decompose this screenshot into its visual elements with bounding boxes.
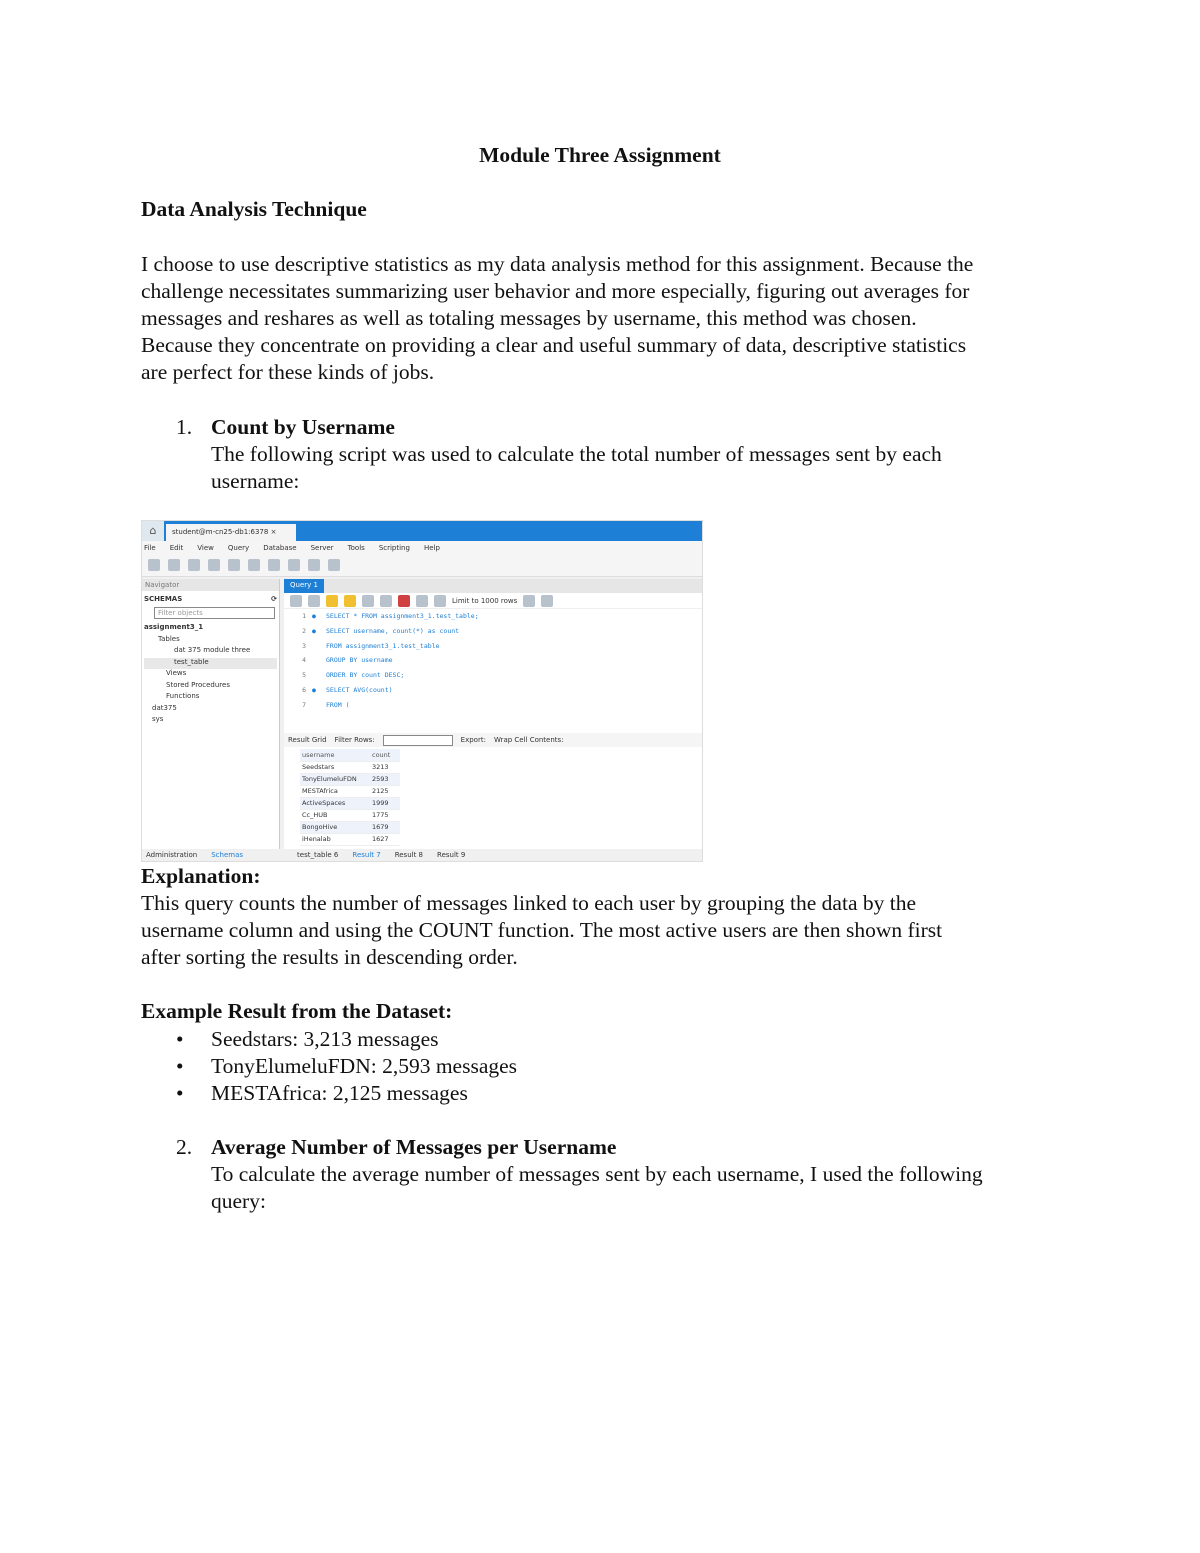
tab-schemas: Schemas bbox=[211, 851, 244, 859]
tab-test-table: test_table 6 bbox=[297, 851, 339, 859]
list-item bbox=[176, 1053, 1081, 1080]
result-toolbar bbox=[284, 733, 703, 747]
menu-help: Help bbox=[423, 544, 440, 552]
menu-file: File bbox=[144, 544, 156, 552]
text-line: messages and reshares as well as totaling messages by username, this method was chosen. bbox=[141, 306, 917, 330]
line-marker: ● bbox=[312, 626, 316, 635]
table-row bbox=[300, 821, 400, 833]
beautify-icon bbox=[523, 595, 535, 607]
menu-scripting: Scripting bbox=[378, 544, 410, 552]
bullet-text: Seedstars: 3,213 messages bbox=[211, 1027, 439, 1051]
line-number: 6 bbox=[302, 685, 306, 694]
menu-edit: Edit bbox=[169, 544, 184, 552]
search-icon bbox=[541, 595, 553, 607]
query-toolbar bbox=[284, 593, 703, 609]
code-text: SELECT username, count(*) as count bbox=[326, 626, 460, 635]
line-number: 7 bbox=[302, 700, 306, 709]
item-heading: Count by Username bbox=[211, 415, 395, 439]
line-marker: ● bbox=[312, 685, 316, 694]
line-marker bbox=[312, 656, 326, 671]
schemas-header bbox=[142, 591, 279, 607]
rollback-icon bbox=[434, 595, 446, 607]
cell: iHenalab bbox=[300, 833, 370, 845]
bullet-icon: • bbox=[176, 1081, 184, 1105]
bullet-text: TonyElumeluFDN: 2,593 messages bbox=[211, 1054, 518, 1078]
create-procedure-icon bbox=[268, 559, 280, 571]
list-number: 2. bbox=[176, 1135, 193, 1159]
schemas-label: SCHEMAS bbox=[144, 595, 183, 603]
inspector-icon bbox=[188, 559, 200, 571]
code-text: SELECT * FROM assignment3_1.test_table; bbox=[326, 612, 479, 620]
line-marker bbox=[312, 642, 326, 657]
connection-label: student@m-cn25-db1:6378 bbox=[172, 528, 269, 536]
bullet-icon: • bbox=[176, 1027, 184, 1051]
menu-server: Server bbox=[310, 544, 334, 552]
query-panel bbox=[284, 579, 703, 849]
menu-bar bbox=[142, 541, 702, 555]
workbench-screenshot bbox=[141, 520, 703, 862]
text-line: The following script was used to calculate the total number of messages sent by each bbox=[211, 442, 942, 466]
code-text: GROUP BY username bbox=[326, 656, 393, 665]
text-line: username: bbox=[211, 469, 300, 493]
menu-tools: Tools bbox=[347, 544, 365, 552]
tree-item: assignment3_1 bbox=[144, 623, 204, 631]
home-icon: ⌂ bbox=[142, 521, 164, 541]
filter-rows-label: Filter Rows: bbox=[334, 736, 375, 744]
menu-query: Query bbox=[227, 544, 250, 552]
tree-item: test_table bbox=[144, 658, 277, 670]
code-text: FROM assignment3_1.test_table bbox=[326, 641, 440, 650]
result-grid-label: Result Grid bbox=[288, 736, 327, 744]
code-line bbox=[284, 627, 703, 642]
item-heading: Average Number of Messages per Username bbox=[211, 1135, 617, 1159]
tree-item: Views bbox=[166, 669, 187, 677]
list-item bbox=[176, 1026, 1081, 1053]
sql-editor bbox=[284, 609, 703, 716]
column-header: count bbox=[370, 749, 400, 761]
bullet-text: MESTAfrica: 2,125 messages bbox=[211, 1081, 468, 1105]
search-table-icon bbox=[308, 559, 320, 571]
cell: 1775 bbox=[370, 809, 400, 821]
list-item bbox=[176, 1080, 1081, 1107]
stop-icon bbox=[380, 595, 392, 607]
menu-view: View bbox=[197, 544, 214, 552]
execute-icon bbox=[326, 595, 338, 607]
code-line bbox=[284, 671, 703, 686]
tree-item: Stored Procedures bbox=[166, 680, 230, 689]
connection-tab: student@m-cn25-db1:6378 × bbox=[166, 524, 296, 541]
filter-objects-input: Filter objects bbox=[154, 607, 275, 619]
example-heading bbox=[141, 998, 1071, 1025]
table-row bbox=[300, 797, 400, 809]
code-line bbox=[284, 701, 703, 716]
cell: TonyElumeluFDN bbox=[300, 773, 370, 785]
tab-result-7: Result 7 bbox=[352, 851, 381, 859]
navigator-header: Navigator bbox=[142, 579, 279, 591]
tab-result-9: Result 9 bbox=[437, 851, 466, 859]
code-text: ORDER BY count DESC; bbox=[326, 671, 405, 680]
schema-tree bbox=[142, 619, 279, 731]
code-line bbox=[284, 612, 703, 627]
tree-item: dat 375 module three bbox=[174, 646, 251, 654]
text-line: after sorting the results in descending order. bbox=[141, 945, 518, 969]
text-line: query: bbox=[211, 1189, 266, 1213]
menu-database: Database bbox=[263, 544, 297, 552]
line-number: 4 bbox=[302, 656, 306, 665]
example-list bbox=[176, 1026, 1081, 1107]
tree-item: Functions bbox=[166, 692, 200, 700]
line-number: 3 bbox=[302, 641, 306, 650]
intro-paragraph bbox=[141, 251, 1071, 386]
cell: 1679 bbox=[370, 821, 400, 833]
cell: 1627 bbox=[370, 833, 400, 845]
code-line bbox=[284, 686, 703, 701]
limit-select: Limit to 1000 rows bbox=[452, 596, 518, 605]
example-heading-text: Example Result from the Dataset: bbox=[141, 999, 453, 1023]
reconnect-icon bbox=[328, 559, 340, 571]
text-line: This query counts the number of messages linked to each user by grouping the data by the bbox=[141, 891, 916, 915]
code-line bbox=[284, 656, 703, 671]
table-row bbox=[300, 785, 400, 797]
cell: 2593 bbox=[370, 773, 400, 785]
grid-header bbox=[300, 749, 400, 761]
tab-result-8: Result 8 bbox=[394, 851, 424, 859]
cell: ActiveSpaces bbox=[300, 797, 370, 809]
line-marker: ● bbox=[312, 612, 316, 620]
cell: 1999 bbox=[370, 797, 400, 809]
cell: BongoHive bbox=[300, 821, 370, 833]
table-row bbox=[300, 761, 400, 773]
explanation bbox=[141, 863, 1071, 971]
create-schema-icon bbox=[208, 559, 220, 571]
result-grid bbox=[300, 749, 400, 846]
table-row bbox=[300, 809, 400, 821]
create-table-icon bbox=[228, 559, 240, 571]
code-line bbox=[284, 642, 703, 657]
column-header: username bbox=[300, 749, 370, 761]
bullet-icon: • bbox=[176, 1054, 184, 1078]
create-view-icon bbox=[248, 559, 260, 571]
tree-item: dat375 bbox=[152, 703, 177, 712]
item-1 bbox=[176, 414, 1081, 495]
explain-icon bbox=[362, 595, 374, 607]
export-label: Export: bbox=[460, 736, 486, 744]
text-line: To calculate the average number of messages sent by each username, I used the following bbox=[211, 1162, 983, 1186]
main-toolbar bbox=[142, 555, 702, 577]
text-line: challenge necessitates summarizing user behavior and more especially, figuring out averages for bbox=[141, 279, 970, 303]
connection-tabbar bbox=[142, 521, 702, 541]
toggle-icon bbox=[398, 595, 410, 607]
navigator-panel bbox=[142, 579, 280, 849]
sql-file-icon bbox=[148, 559, 160, 571]
line-marker bbox=[312, 671, 326, 686]
line-number: 5 bbox=[302, 671, 306, 680]
line-number: 1 bbox=[302, 612, 306, 620]
text-line: I choose to use descriptive statistics as my data analysis method for this assignment. Because the bbox=[141, 252, 974, 276]
code-text: FROM ( bbox=[326, 700, 350, 709]
page-title: Module Three Assignment bbox=[479, 143, 721, 167]
open-icon bbox=[290, 595, 302, 607]
code-text: SELECT AVG(count) bbox=[326, 685, 393, 694]
cell: MESTAfrica bbox=[300, 785, 370, 797]
item-2 bbox=[176, 1134, 1081, 1215]
text-line: Because they concentrate on providing a clear and useful summary of data, descriptive statistics bbox=[141, 333, 967, 357]
query-tabbar bbox=[284, 579, 703, 593]
cell: Cc_HUB bbox=[300, 809, 370, 821]
commit-icon bbox=[416, 595, 428, 607]
text-line: are perfect for these kinds of jobs. bbox=[141, 360, 435, 384]
line-marker bbox=[312, 701, 326, 716]
refresh-icon: ⟳ bbox=[271, 595, 277, 603]
cell: Seedstars bbox=[300, 761, 370, 773]
query-tab: Query 1 bbox=[284, 579, 324, 593]
save-icon bbox=[308, 595, 320, 607]
list-number: 1. bbox=[176, 415, 193, 439]
explanation-heading: Explanation: bbox=[141, 864, 261, 888]
section-heading: Data Analysis Technique bbox=[141, 197, 367, 221]
tree-item: sys bbox=[152, 715, 164, 723]
bottom-tabbar bbox=[142, 849, 703, 862]
table-row bbox=[300, 773, 400, 785]
table-row bbox=[300, 833, 400, 845]
text-line: username column and using the COUNT function. The most active users are then shown first bbox=[141, 918, 943, 942]
cell: 3213 bbox=[370, 761, 400, 773]
create-function-icon bbox=[288, 559, 300, 571]
line-number: 2 bbox=[302, 626, 306, 635]
wrap-cell-label: Wrap Cell Contents: bbox=[493, 736, 564, 744]
tab-administration: Administration bbox=[146, 851, 198, 859]
filter-rows-input bbox=[383, 735, 453, 746]
tree-item: Tables bbox=[158, 634, 180, 643]
execute-current-icon bbox=[344, 595, 356, 607]
cell: 2125 bbox=[370, 785, 400, 797]
open-sql-icon bbox=[168, 559, 180, 571]
